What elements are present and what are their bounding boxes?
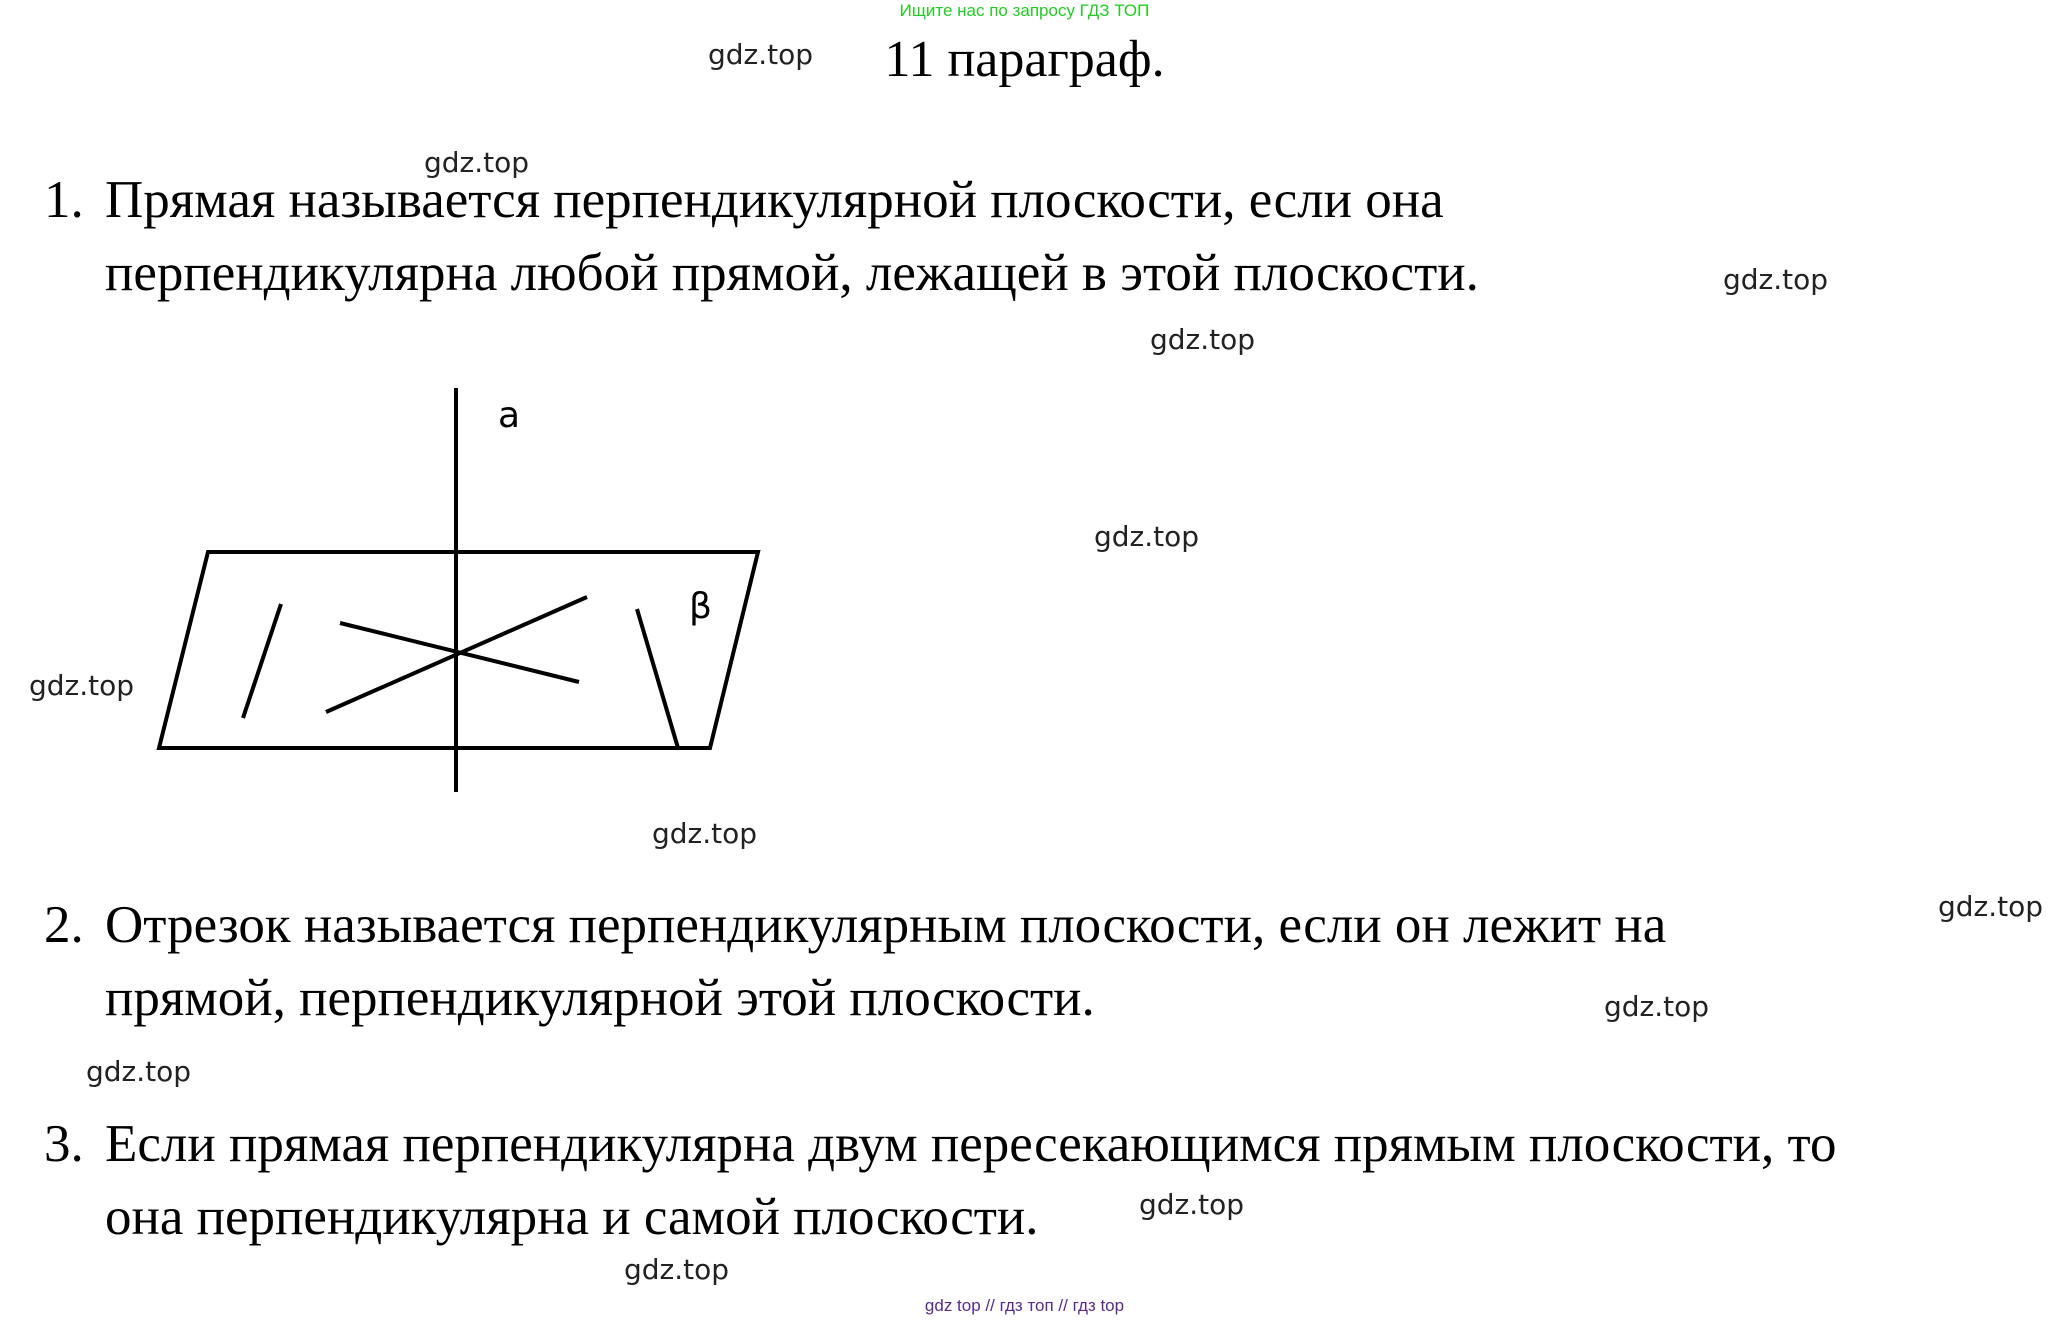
watermark: gdz.top: [708, 38, 814, 71]
watermark: gdz.top: [1938, 890, 2044, 923]
watermark: gdz.top: [1150, 323, 1256, 356]
watermark: gdz.top: [424, 146, 530, 179]
item-text-line-2: перпендикулярна любой прямой, лежащей в этой плоскости.: [105, 244, 1479, 302]
watermark: gdz.top: [29, 669, 135, 702]
footer: gdz top // гдз топ // гдз top: [924, 1296, 1125, 1315]
watermark: gdz.top: [1139, 1188, 1245, 1221]
page-title: 11 параграф.: [884, 31, 1165, 88]
watermark: gdz.top: [1723, 263, 1829, 296]
watermark: gdz.top: [652, 817, 758, 850]
plane-line-falling: [340, 623, 579, 682]
item-text-line-1: Прямая называется перпендикулярной плоскости, если она: [105, 171, 1444, 229]
item-number: 3.: [44, 1115, 84, 1173]
top-banner: Ищите нас по запросу ГДЗ ТОП: [899, 1, 1150, 20]
item-text-line-2: она перпендикулярна и самой плоскости.: [105, 1188, 1039, 1246]
plane-segment-right: [637, 609, 678, 748]
item-number: 1.: [44, 171, 84, 229]
theorem-item-3: [44, 1108, 1836, 1254]
plane-segment-left: [243, 604, 281, 718]
watermark: gdz.top: [1094, 520, 1200, 553]
item-text-line-1: Если прямая перпендикулярна двум пересекающимся прямым плоскости, то: [105, 1115, 1837, 1173]
watermark: gdz.top: [1604, 990, 1710, 1023]
watermark: gdz.top: [624, 1253, 730, 1286]
watermark: gdz.top: [86, 1055, 192, 1088]
item-number: 2.: [44, 896, 84, 954]
definition-item-2: [44, 889, 1666, 1035]
item-text-line-2: прямой, перпендикулярной этой плоскости.: [105, 969, 1095, 1027]
plane-beta-label: β: [689, 586, 712, 627]
item-text-line-1: Отрезок называется перпендикулярным плоскости, если он лежит на: [105, 896, 1667, 954]
line-a-label: a: [498, 395, 521, 436]
